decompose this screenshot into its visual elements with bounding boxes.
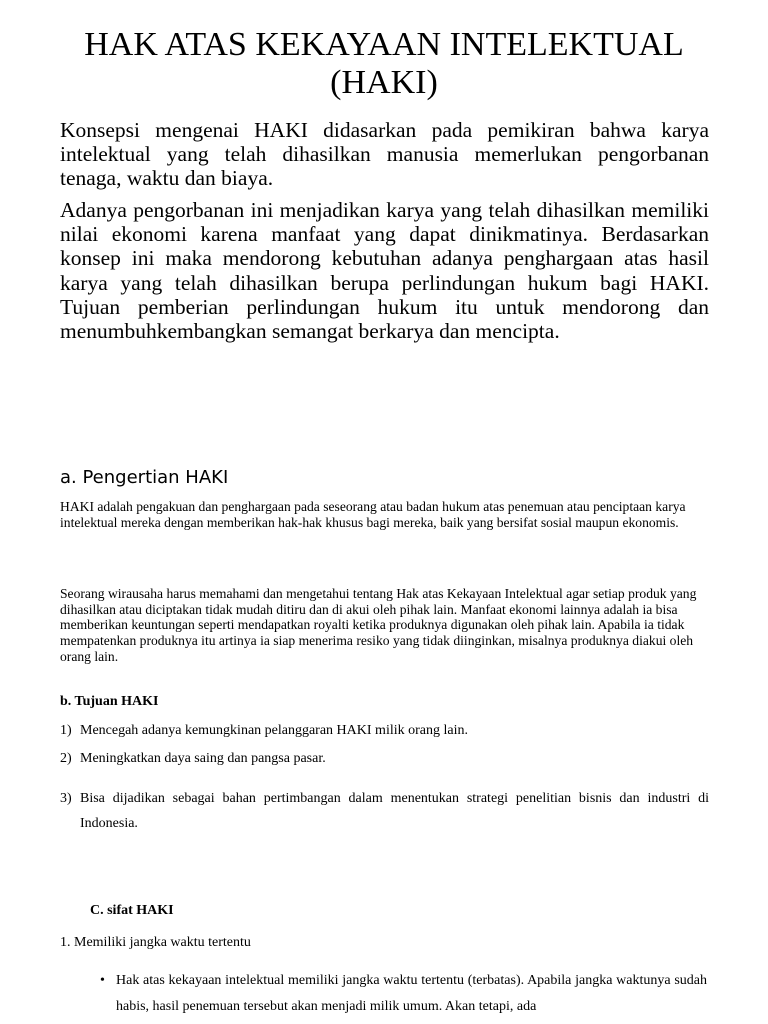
- list-number: 1): [60, 723, 72, 738]
- list-item: [60, 718, 709, 743]
- list-text: Mencegah adanya kemungkinan pelanggaran HAKI milik orang lain.: [80, 723, 468, 738]
- intro-paragraph-1: Konsepsi mengenai HAKI didasarkan pada pemikiran bahwa karya intelektual yang telah dihasilkan manusia memerlukan pengorbanan tenaga, waktu dan biaya.: [60, 118, 709, 191]
- list-number: 3): [60, 791, 72, 806]
- section-a-heading: a. Pengertian HAKI: [60, 467, 229, 488]
- list-item: [60, 746, 709, 771]
- list-text: Meningkatkan daya saing dan pangsa pasar.: [80, 751, 326, 766]
- bullet-icon: •: [100, 973, 105, 988]
- section-c-subheading: 1. Memiliki jangka waktu tertentu: [60, 935, 251, 950]
- list-text: Bisa dijadikan sebagai bahan pertimbangan dalam menentukan strategi penelitian bisnis dan industri di Indonesia.: [80, 791, 709, 831]
- section-a-paragraph-2: Seorang wirausaha harus memahami dan mengetahui tentang Hak atas Kekayaan Intelektual agar setiap produk yang dihasilkan atau diciptakan tidak mudah ditiru dan di akui oleh pihak lain. Manfaat ekonomi lainnya adalah ia bisa memberikan keuntungan seperti mendapatkan royalti ketika produknya digunakan oleh pihak lain. Apabila ia tidak mempatenkan produknya itu artinya ia siap menerima resiko yang tidak diinginkan, misalnya produknya diakui oleh orang lain.: [60, 586, 697, 664]
- intro-paragraph-2: Adanya pengorbanan ini menjadikan karya yang telah dihasilkan memiliki nilai ekonomi karena manfaat yang dapat dinikmatinya. Berdasarkan konsep ini maka mendorong kebutuhan adanya penghargaan atas hasil karya yang telah dihasilkan berupa perlindungan hukum bagi HAKI. Tujuan pemberian perlindungan hukum itu untuk mendorong dan menumbuhkembangkan semangat berkarya dan mencipta.: [60, 198, 709, 344]
- section-b-heading: b. Tujuan HAKI: [60, 694, 159, 709]
- title-line-1: HAK ATAS KEKAYAAN INTELEKTUAL: [84, 26, 684, 63]
- list-item: [60, 786, 709, 836]
- list-number: 2): [60, 751, 72, 766]
- document-title: [40, 26, 728, 102]
- bullet-item: [100, 968, 707, 1020]
- title-line-2: (HAKI): [330, 64, 438, 101]
- section-c-heading: C. sifat HAKI: [90, 903, 174, 918]
- section-a-paragraph-1: HAKI adalah pengakuan dan penghargaan pada seseorang atau badan hukum atas penemuan atau penciptaan karya intelektual mereka dengan memberikan hak-hak khusus bagi mereka, baik yang bersifat sosial maupun ekonomis.: [60, 499, 686, 530]
- bullet-text: Hak atas kekayaan intelektual memiliki jangka waktu tertentu (terbatas). Apabila jangka waktunya sudah habis, hasil penemuan tersebut akan menjadi milik umum. Akan tetapi, ada: [116, 973, 707, 1014]
